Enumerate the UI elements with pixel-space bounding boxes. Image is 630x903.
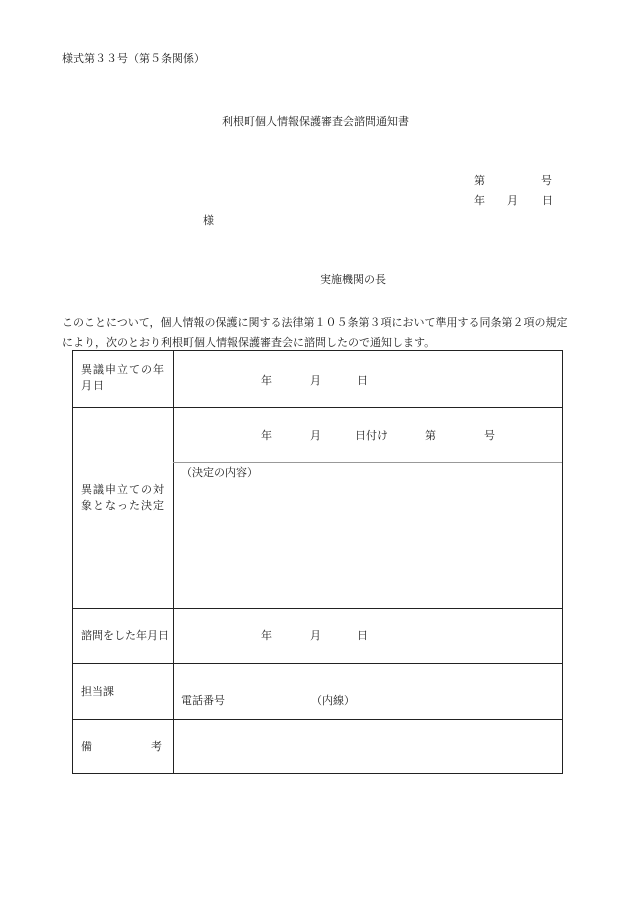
objection-date-month: 月	[310, 374, 321, 387]
reference-number-label: 第	[474, 174, 485, 187]
sender-label: 実施機関の長	[320, 273, 386, 286]
column-divider	[173, 351, 174, 773]
decision-content-label: （決定の内容）	[181, 466, 258, 479]
form-table	[72, 350, 563, 774]
form-number: 様式第３３号（第５条関係）	[62, 52, 205, 65]
remarks-label-end: 考	[151, 740, 162, 753]
decision-number-suffix: 号	[484, 429, 495, 442]
inquiry-date-day: 日	[357, 629, 368, 642]
issue-date-month: 月	[507, 194, 518, 207]
decision-date-month: 月	[310, 429, 321, 442]
decision-date-dated: 日付け	[355, 429, 388, 442]
extension-label: （内線）	[311, 694, 355, 707]
objection-date-label: 異議申立ての年月日	[81, 363, 165, 392]
body-text: このことについて，個人情報の保護に関する法律第１０５条第３項において準用する同条第２項の規定により，次のとおり利根町個人情報保護審査会に諮問したので通知します。	[62, 316, 568, 349]
objection-date-day: 日	[357, 374, 368, 387]
document-title: 利根町個人情報保護審査会諮問通知書	[222, 115, 409, 128]
decision-date-year: 年	[261, 429, 272, 442]
row-divider	[73, 407, 562, 408]
decision-number-label: 第	[425, 429, 436, 442]
row-subdivider	[173, 462, 562, 463]
issue-date-day: 日	[542, 194, 553, 207]
reference-number-suffix: 号	[541, 174, 552, 187]
row-divider	[73, 719, 562, 720]
inquiry-date-label: 諮問をした年月日	[81, 629, 169, 642]
department-label: 担当課	[81, 685, 114, 698]
issue-date-year: 年	[474, 194, 485, 207]
row-divider	[73, 663, 562, 664]
inquiry-date-month: 月	[310, 629, 321, 642]
inquiry-date-year: 年	[261, 629, 272, 642]
objection-decision-label: 異議申立ての対象となった決定	[81, 483, 165, 512]
remarks-label-start: 備	[81, 740, 92, 753]
phone-number-label: 電話番号	[181, 694, 225, 707]
objection-date-year: 年	[261, 374, 272, 387]
row-divider	[73, 608, 562, 609]
addressee-honorific: 様	[203, 214, 214, 227]
